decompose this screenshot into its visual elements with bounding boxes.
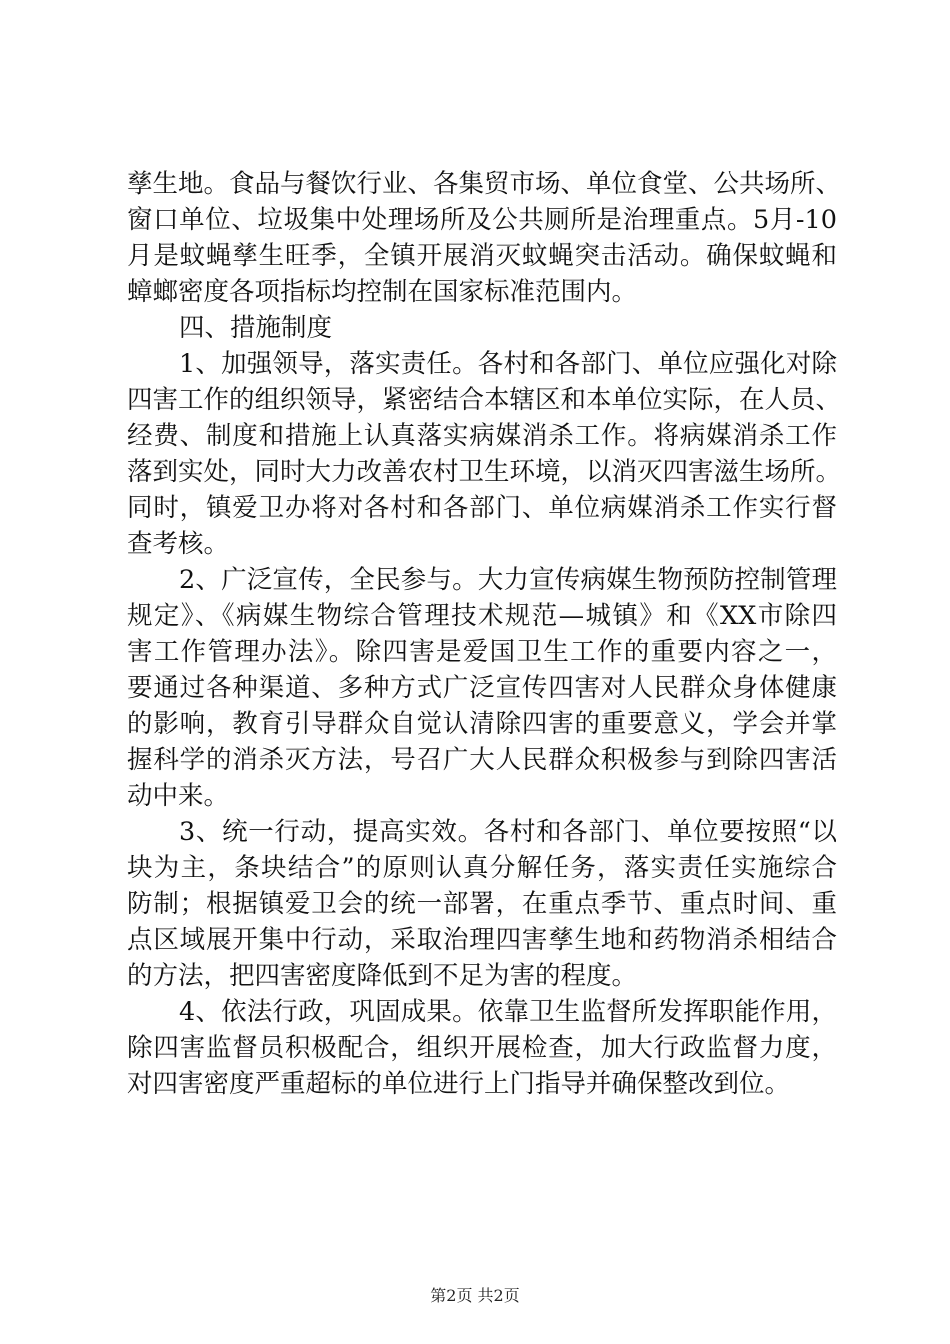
text-line: 蟑螂密度各项指标均控制在国家标准范围内。 [127, 277, 638, 307]
text-line: 点区域展开集中行动，采取治理四害孳生地和药物消杀相结合 [127, 925, 837, 955]
text-line: 的影响，教育引导群众自觉认清除四害的重要意义，学会并掌 [127, 709, 837, 739]
text-line: 防制；根据镇爱卫会的统一部署，在重点季节、重点时间、重 [127, 889, 837, 919]
text-line: 握科学的消杀灭方法，号召广大人民群众积极参与到除四害活 [127, 745, 837, 775]
document-body [127, 166, 842, 1102]
text-line: 同时，镇爱卫办将对各村和各部门、单位病媒消杀工作实行督 [127, 493, 837, 523]
text-line: 除四害监督员积极配合，组织开展检查，加大行政监督力度， [127, 1033, 837, 1063]
text-line: 规定》、《病媒生物综合管理技术规范—城镇》和《XX市除四 [127, 601, 837, 631]
text-line: 孳生地。食品与餐饮行业、各集贸市场、单位食堂、公共场所、 [127, 169, 842, 199]
text-line: 动中来。 [127, 781, 230, 811]
text-line: 块为主，条块结合”的原则认真分解任务，落实责任实施综合 [127, 853, 837, 883]
text-line: 的方法，把四害密度降低到不足为害的程度。 [127, 961, 638, 991]
text-line: 要通过各种渠道、多种方式广泛宣传四害对人民群众身体健康 [127, 673, 837, 703]
text-line: 落到实处，同时大力改善农村卫生环境，以消灭四害滋生场所。 [127, 457, 842, 487]
text-line: 2、广泛宣传，全民参与。大力宣传病媒生物预防控制管理 [179, 565, 837, 595]
text-line: 窗口单位、垃圾集中处理场所及公共厕所是治理重点。5月-10 [127, 205, 837, 235]
text-line: 四、措施制度 [179, 313, 333, 343]
text-line: 3、统一行动，提高实效。各村和各部门、单位要按照“以 [179, 817, 837, 847]
text-line: 对四害密度严重超标的单位进行上门指导并确保整改到位。 [127, 1069, 791, 1099]
text-line: 月是蚊蝇孳生旺季，全镇开展消灭蚊蝇突击活动。确保蚊蝇和 [127, 241, 837, 271]
text-line: 四害工作的组织领导，紧密结合本辖区和本单位实际，在人员、 [127, 385, 842, 415]
text-line: 1、加强领导，落实责任。各村和各部门、单位应强化对除 [179, 349, 837, 379]
text-line: 害工作管理办法》。除四害是爱国卫生工作的重要内容之一， [127, 637, 837, 667]
text-line: 4、依法行政，巩固成果。依靠卫生监督所发挥职能作用， [179, 997, 837, 1027]
text-line: 经费、制度和措施上认真落实病媒消杀工作。将病媒消杀工作 [127, 421, 837, 451]
page-number-footer: 第2页 共2页 [430, 1286, 520, 1305]
text-line: 查考核。 [127, 529, 230, 559]
